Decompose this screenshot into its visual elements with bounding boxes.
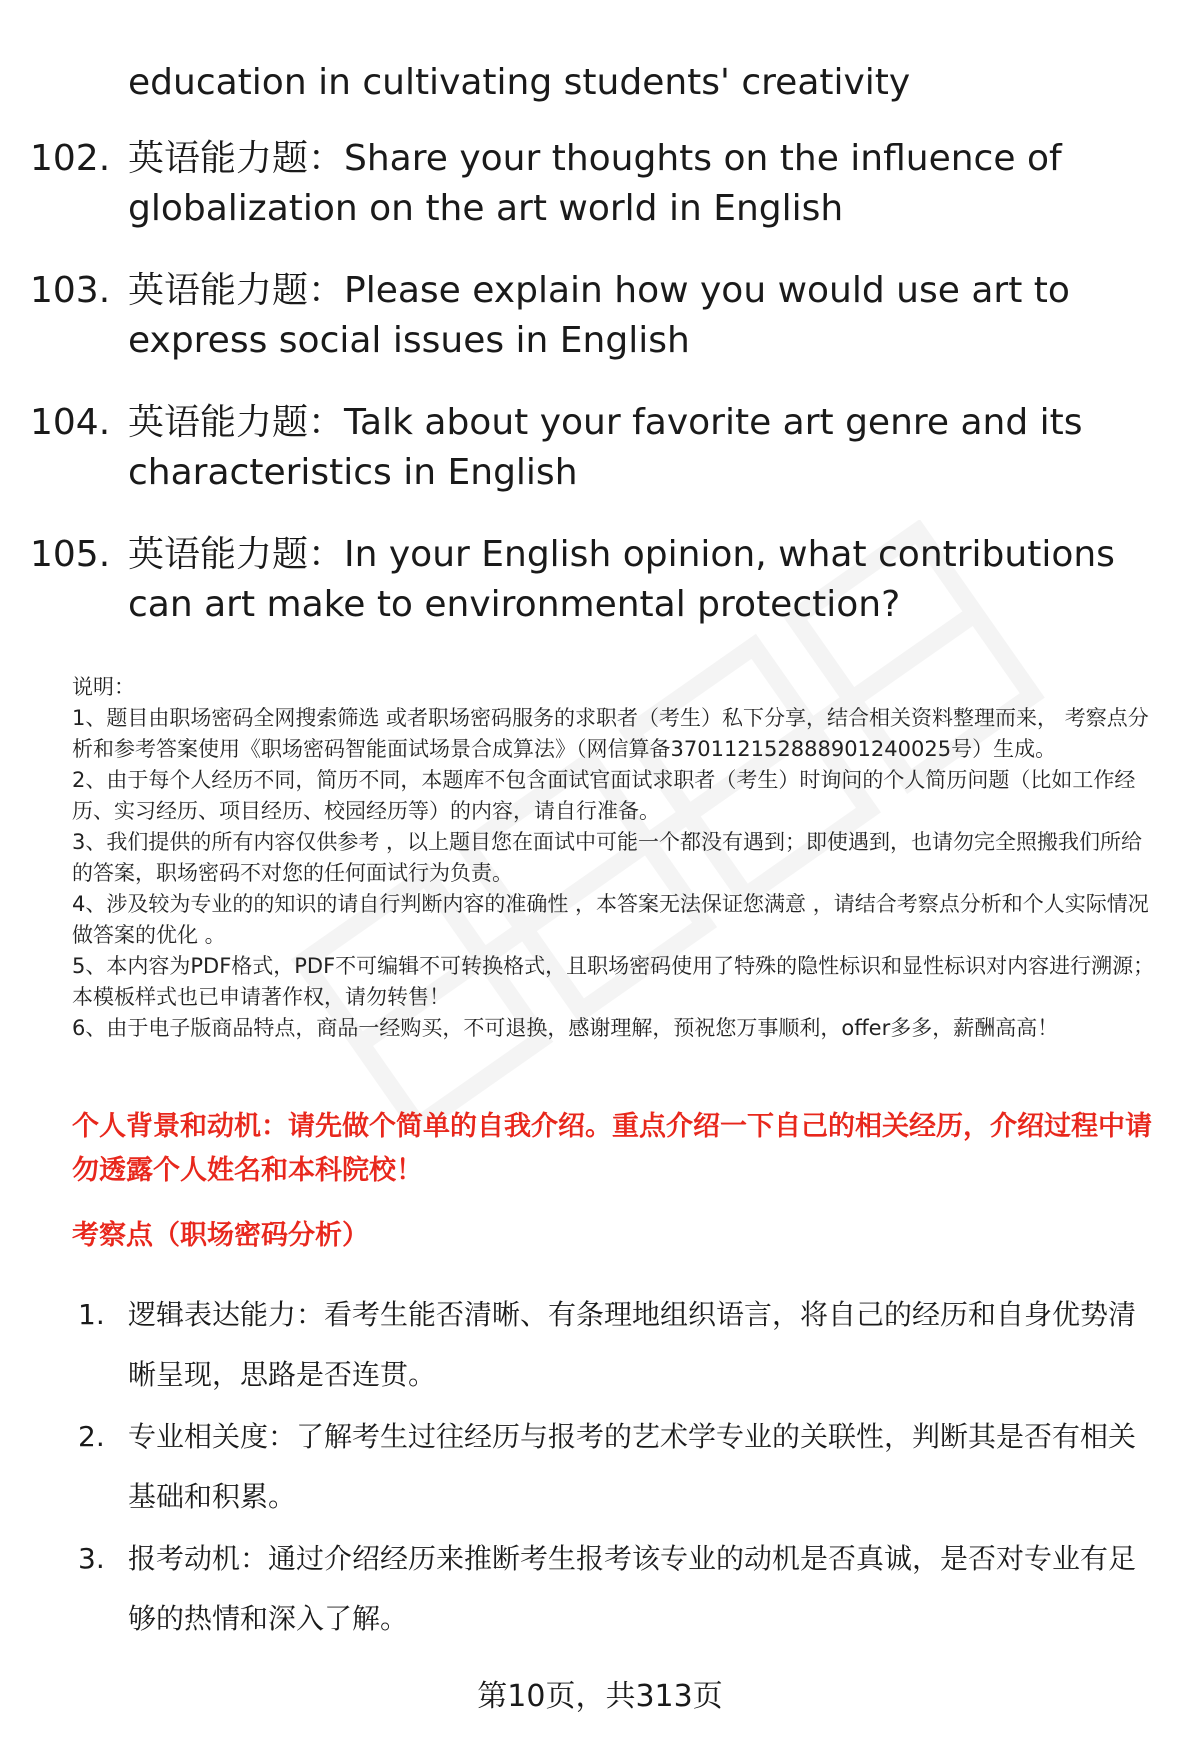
page-footer: 第10页，共313页 [477,1679,723,1714]
question-item [30,266,1180,366]
question-text: 英语能力题：Talk about your favorite art genre and its characteristics in English [128,402,1083,493]
question-text: 英语能力题：In your English opinion, what contributions can art make to environmental protection? [128,534,1115,625]
notes-section [72,672,1162,1044]
question-item [30,398,1180,498]
question-number: 104. [30,402,111,443]
question-item [30,530,1180,630]
point-number: 3. [78,1542,105,1575]
question-text: 英语能力题：Share your thoughts on the influence of globalization on the art world in English [128,138,1062,229]
note-item: 6、由于电子版商品特点，商品一经购买，不可退换，感谢理解，预祝您万事顺利，offer多多，薪酬高高！ [72,1016,1059,1040]
point-number: 2. [78,1420,105,1453]
sub-heading: 考察点（职场密码分析） [72,1220,369,1251]
section-heading: 个人背景和动机：请先做个简单的自我介绍。重点介绍一下自己的相关经历，介绍过程中请勿透露个人姓名和本科院校！ [72,1111,1152,1186]
note-item: 1、题目由职场密码全网搜索筛选 或者职场密码服务的求职者（考生）私下分享，结合相关资料整理而来， 考察点分析和参考答案使用《职场密码智能面试场景合成算法》（网信算备370112152888901240025号）生成。 [72,706,1149,761]
question-text: 英语能力题：Please explain how you would use art to express social issues in English [128,270,1070,361]
question-continuation: education in cultivating students' creativity [128,62,911,103]
question-number: 102. [30,138,111,179]
point-item [78,1407,1158,1527]
question-item [30,134,1180,234]
note-item: 4、涉及较为专业的的知识的请自行判断内容的准确性 ，本答案无法保证您满意 ，请结合考察点分析和个人实际情况做答案的优化 。 [72,892,1149,947]
note-item: 3、我们提供的所有内容仅供参考 ，以上题目您在面试中可能一个都没有遇到；即使遇到，也请勿完全照搬我们所给的答案，职场密码不对您的任何面试行为负责。 [72,830,1143,885]
point-text: 报考动机：通过介绍经历来推断考生报考该专业的动机是否真诚，是否对专业有足够的热情和深入了解。 [128,1542,1137,1635]
point-item [78,1529,1158,1649]
question-number: 103. [30,270,111,311]
question-list [30,58,1180,662]
note-item: 2、由于每个人经历不同，简历不同，本题库不包含面试官面试求职者（考生）时询问的个人简历问题（比如工作经历、实习经历、项目经历、校园经历等）的内容，请自行准备。 [72,768,1136,823]
point-text: 专业相关度：了解考生过往经历与报考的艺术学专业的关联性，判断其是否有相关基础和积累。 [128,1420,1137,1513]
question-number: 105. [30,534,111,575]
point-text: 逻辑表达能力：看考生能否清晰、有条理地组织语言，将自己的经历和自身优势清晰呈现，思路是否连贯。 [128,1298,1137,1391]
point-item [78,1285,1158,1405]
notes-title: 说明： [72,675,135,699]
assessment-points [78,1285,1158,1651]
note-item: 5、本内容为PDF格式，PDF不可编辑不可转换格式，且职场密码使用了特殊的隐性标识和显性标识对内容进行溯源；本模板样式也已申请著作权，请勿转售！ [72,954,1155,1009]
point-number: 1. [78,1298,105,1331]
